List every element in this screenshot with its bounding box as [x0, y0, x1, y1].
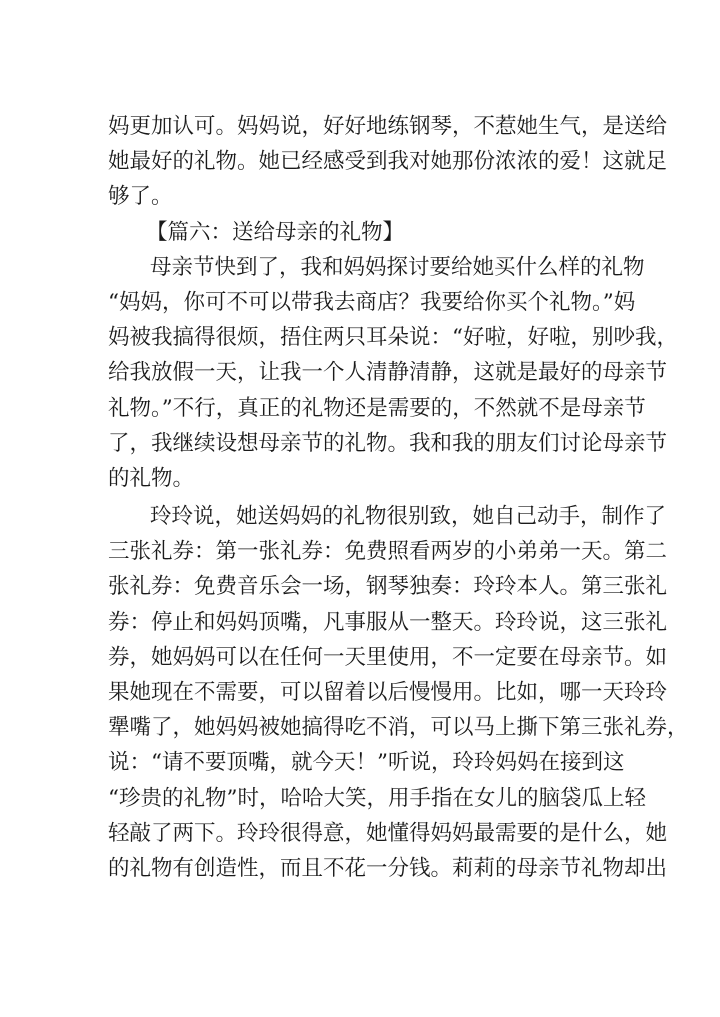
section-heading: 【篇六：送给母亲的礼物】	[146, 219, 405, 245]
text-line: 她最好的礼物。她已经感受到我对她那份浓浓的爱！这就足	[108, 149, 668, 175]
document-body	[108, 109, 689, 886]
text-line: 够了。	[108, 184, 173, 210]
text-line: 妈被我搞得很烦，捂住两只耳朵说：“好啦，好啦，别吵我，	[108, 325, 678, 351]
text-line: 说：“请不要顶嘴，就今天！”听说，玲玲妈妈在接到这	[108, 750, 625, 776]
text-line: 三张礼券：第一张礼券：免费照看两岁的小弟弟一天。第二	[108, 539, 668, 565]
text-line: 券：停止和妈妈顶嘴，凡事服从一整天。玲玲说，这三张礼	[108, 609, 668, 635]
text-line: 了，我继续设想母亲节的礼物。我和我的朋友们讨论母亲节	[108, 430, 668, 456]
text-line: 券，她妈妈可以在任何一天里使用，不一定要在母亲节。如	[108, 644, 668, 670]
text-line: 礼物。”不行，真正的礼物还是需要的，不然就不是母亲节	[108, 395, 646, 421]
text-line: “妈妈，你可不可以带我去商店？我要给你买个礼物。”妈	[108, 289, 636, 315]
text-line: 张礼券：免费音乐会一场，钢琴独奏：玲玲本人。第三张礼	[108, 574, 668, 600]
text-line: 的礼物。	[108, 465, 195, 491]
text-line: 果她现在不需要，可以留着以后慢慢用。比如，哪一天玲玲	[108, 680, 668, 705]
text-line: “珍贵的礼物”时，哈哈大笑，用手指在女儿的脑袋瓜上轻	[108, 785, 646, 811]
text-line: 母亲节快到了，我和妈妈探讨要给她买什么样的礼物	[150, 254, 645, 280]
text-line: 妈更加认可。妈妈说，好好地练钢琴，不惹她生气，是送给	[108, 114, 668, 139]
text-line: 给我放假一天，让我一个人清静清静，这就是最好的母亲节	[108, 360, 668, 386]
text-line: 的礼物有创造性，而且不花一分钱。莉莉的母亲节礼物却出	[108, 855, 668, 881]
text-line: 犟嘴了，她妈妈被她搞得吃不消，可以马上撕下第三张礼券，	[108, 715, 689, 741]
text-line: 玲玲说，她送妈妈的礼物很别致，她自己动手，制作了	[150, 504, 667, 530]
text-line: 轻敲了两下。玲玲很得意，她懂得妈妈最需要的是什么，她	[108, 820, 668, 846]
